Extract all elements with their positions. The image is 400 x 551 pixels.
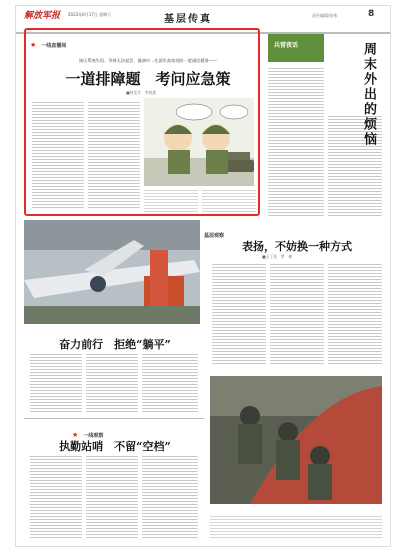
middle-story-headline: 表扬，不妨换一种方式: [242, 240, 352, 253]
bottom-left-divider: [24, 418, 204, 419]
sidebar-column-label: 兵营夜话: [274, 42, 299, 49]
middle-text-col-2: [270, 262, 324, 366]
cartoon-caption-right: [202, 188, 256, 212]
aircraft-photo: [24, 220, 200, 324]
newspaper-page: [16, 6, 390, 546]
editor-credit: 责任编辑/张伟: [312, 13, 338, 18]
soldiers-photo-image: [210, 376, 382, 504]
soldiers-photo: [210, 376, 382, 504]
soldiers-photo-column: [210, 506, 270, 512]
bottom-left-column-label: 一线观察: [83, 433, 104, 439]
soldiers-photo-caption: [210, 514, 382, 538]
feature-byline: ■何龙兵 李钊波: [126, 90, 157, 95]
cartoon-caption-left: [144, 188, 198, 212]
middle-column-label: 基层观察: [204, 233, 225, 239]
section-title: 基层传真: [164, 14, 212, 25]
middle-text-col-3: [328, 262, 382, 366]
bottom-left-col-1: [30, 454, 82, 538]
newspaper-logo: 解放军报: [24, 11, 61, 21]
left-story-col-2: [86, 352, 138, 414]
bottom-left-column-tag: [72, 422, 152, 439]
page-number: 8: [368, 9, 375, 19]
star-icon: ★: [30, 41, 37, 49]
feature-cartoon: [144, 98, 254, 186]
issue-date: 2023年6月17日 星期六: [68, 12, 112, 17]
feature-column-tag: [30, 32, 90, 49]
feature-kicker: 演压系统失误、导弹无法起竖、操演中…先面军高效攻防一度通信精准——: [78, 58, 218, 63]
feature-text-col-2: [88, 100, 140, 210]
middle-story-byline: ■王丁茂 罗 彬: [262, 254, 293, 259]
left-story-col-3: [142, 352, 198, 414]
bottom-left-headline: 执勤站哨 不留“空档”: [59, 440, 171, 453]
star-icon: ★: [72, 431, 79, 439]
sidebar-banner: [268, 34, 324, 62]
bottom-left-col-3: [142, 454, 198, 538]
feature-column-label: 一线直播间: [41, 43, 67, 49]
feature-text-col-1: [32, 100, 84, 210]
left-story-col-1: [30, 352, 82, 414]
aircraft-photo-caption: [24, 325, 200, 329]
sidebar-title: 周末外出的烦恼: [361, 42, 376, 147]
bottom-left-col-2: [86, 454, 138, 538]
middle-text-col-1: [212, 262, 266, 366]
left-story-headline: 奋力前行 拒绝“躺平”: [59, 338, 171, 351]
middle-story-column: [204, 222, 244, 239]
cartoon-illustration: [144, 98, 254, 186]
aircraft-photo-image: [24, 220, 200, 324]
sidebar-text-col-1: [268, 66, 324, 216]
feature-headline: 一道排障题 考问应急策: [65, 70, 231, 88]
